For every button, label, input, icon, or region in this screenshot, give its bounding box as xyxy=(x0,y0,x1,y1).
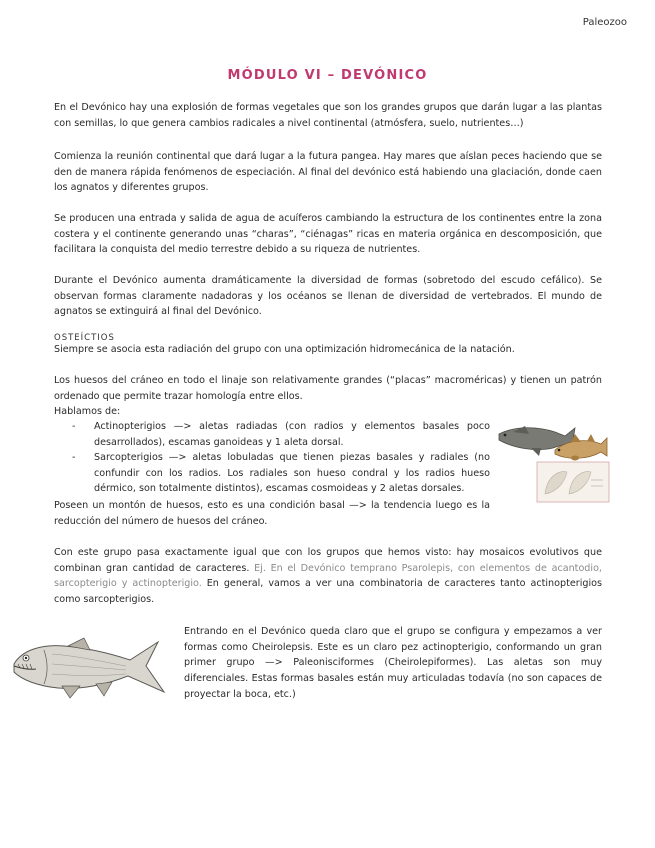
cheirolepis-fish-image xyxy=(14,638,164,698)
bullet-text: Sarcopterigios —> aletas lobuladas que tienen piezas basales y radiales (no confundir con los radios. Los radiales son hueso condral y los radios hueso dérmico, son totalmente distintos), escamas cosmoideas y 2 aletas dorsales. xyxy=(94,452,490,495)
paragraph-bones-basal: Poseen un montón de huesos, esto es una condición basal —> la tendencia luego es la reducción del número de huesos del cráneo. xyxy=(54,500,490,527)
header-label: Paleozoo xyxy=(582,17,627,28)
paragraph-hablamos: Hablamos de: xyxy=(54,406,121,417)
fish-illustration-group xyxy=(495,420,610,505)
page-title: MÓDULO VI – DEVÓNICO xyxy=(227,68,428,83)
paragraph-cheirolepsis: Entrando en el Devónico queda claro que el grupo se configura y empezamos a ver formas como Cheirolepsis. Este es un claro pez actinopterigio, conformando un gran primer grupo —> Paleonisciformes (Cheirolepiformes). Las aletas son muy diferenciales. Estas formas basales están muy articuladas todavía (no son capaces de proyectar la boca, etc.) xyxy=(184,626,602,700)
bullet-actinopterigios xyxy=(72,419,490,450)
cheirolepis-illustration xyxy=(8,636,178,706)
bullet-marker: - xyxy=(72,452,76,463)
psarolepis-example: Ej. En el Devónico temprano Psarolepis, con elementos de acantodio, sarcopterigio y actinopterigio. xyxy=(54,562,602,590)
bullet-text: Actinopterigios —> aletas radiadas (con radios y elementos basales poco desarrollados), escamas ganoideas y 1 aleta dorsal. xyxy=(94,421,490,448)
paragraph-skull-bones: Los huesos del cráneo en todo el linaje son relativamente grandes (“placas” macroméricas) y tienen un patrón ordenado que permite trazar homología entre ellos. xyxy=(54,375,602,402)
paragraph-plants: En el Devónico hay una explosión de formas vegetales que son los grandes grupos que darán lugar a las plantas con semillas, lo que genera cambios radicales a nivel continental (atmósfera, suelo, nutrientes…) xyxy=(54,102,602,129)
bullet-sarcopterigios xyxy=(72,450,490,497)
paragraph-diversity: Durante el Devónico aumenta dramáticamente la diversidad de formas (sobretodo del escudo cefálico). Se observan formas claramente nadadoras y los océanos se llenan de diversidad de vertebrados. El mundo de agnatos se extinguirá al final del Devónico. xyxy=(54,275,602,318)
paragraph-mosaics xyxy=(54,545,602,608)
paragraph-pangea: Comienza la reunión continental que dará lugar a la futura pangea. Hay mares que aíslan peces haciendo que se den de manera rápida fenómenos de especiación. Al final del devónico está habiendo una glaciación, donde caen los agnatos y diferentes grupos. xyxy=(54,151,602,194)
paragraph-aquifers: Se producen una entrada y salida de agua de acuíferos cambiando la estructura de los continentes entre la zona costera y el continente generando unas “charas”, “ciénagas” ricas en materia orgánica en descomposición, que facilitara la conquista del medio terrestre debido a su riqueza de nutrientes. xyxy=(54,213,602,256)
subheading-osteictios: OSTEÍCTIOS xyxy=(54,333,115,343)
paragraph-radiation: Siempre se asocia esta radiación del grupo con una optimización hidromecánica de la natación. xyxy=(54,344,515,355)
bullet-marker: - xyxy=(72,421,76,432)
combination-text: En general, vamos a ver una combinatoria de caracteres tanto actinopterigios como sarcopterigios. xyxy=(54,578,602,606)
mosaics-text: Con este grupo pasa exactamente igual que con los grupos que hemos visto: hay mosaicos evolutivos que combinan gran cantidad de caracteres. xyxy=(54,547,602,574)
